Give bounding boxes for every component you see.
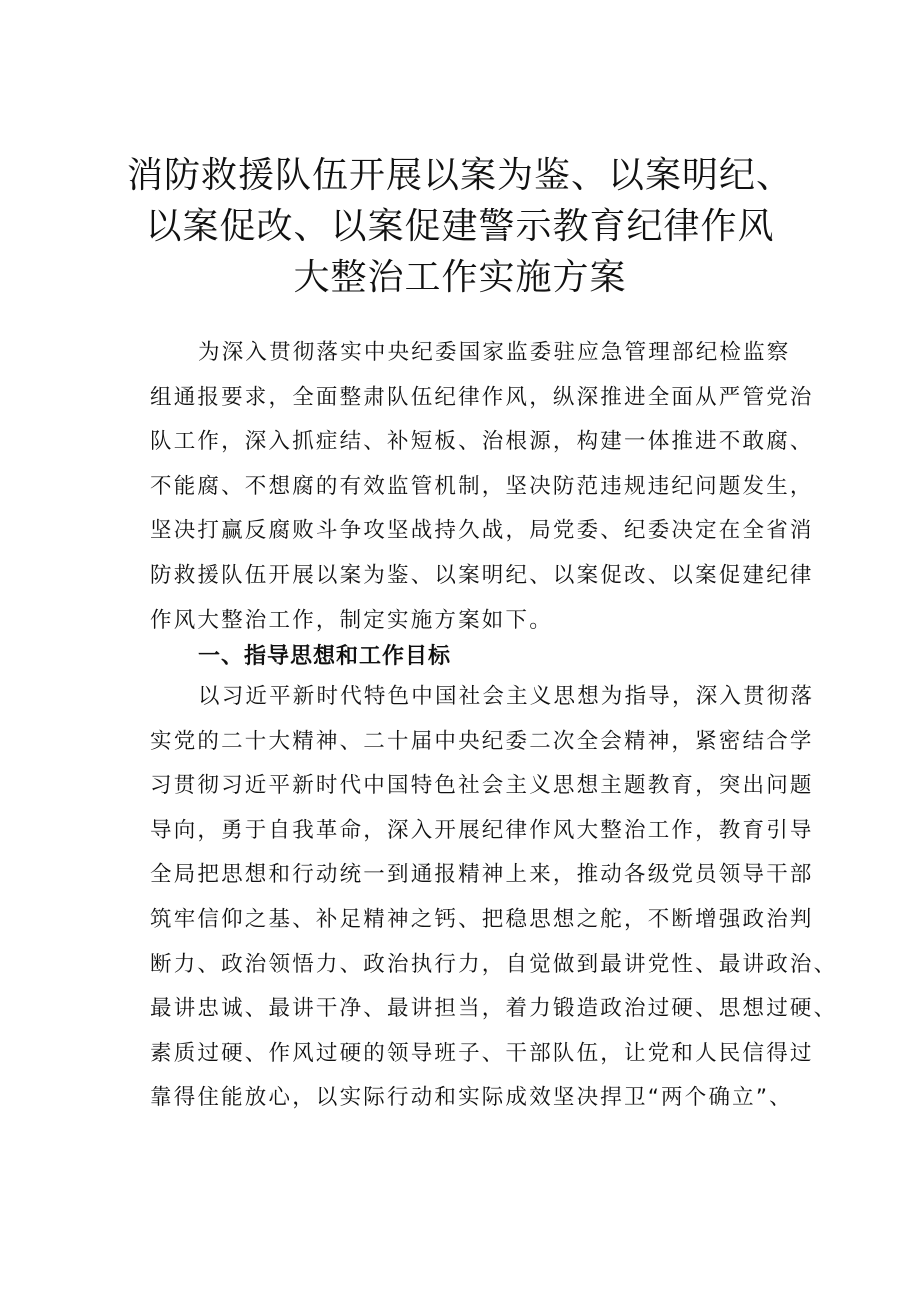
section-1-line-10: 靠得住能放心，以实际行动和实际成效坚决捍卫“两个确立”、 [150, 1085, 793, 1111]
section-1-paragraph [150, 675, 838, 1121]
section-1-heading: 一、指导思想和工作目标 [198, 644, 452, 669]
section-1-line-9: 素质过硬、作风过硬的领导班子、干部队伍，让党和人民信得过 [150, 1040, 814, 1066]
section-1-line-6: 筑牢信仰之基、补足精神之钙、把稳思想之舵，不断增强政治判 [150, 906, 814, 932]
intro-line-6: 防救援队伍开展以案为鉴、以案明纪、以案促改、以案促建纪律 [150, 562, 814, 588]
intro-line-5: 坚决打赢反腐败斗争攻坚战持久战，局党委、纪委决定在全省消 [150, 518, 814, 544]
section-1-line-7: 断力、政治领悟力、政治执行力，自觉做到最讲党性、最讲政治、 [150, 951, 838, 977]
intro-line-3: 队工作，深入抓症结、补短板、治根源，构建一体推进不敢腐、 [150, 429, 814, 455]
document-title [100, 150, 820, 303]
title-line-3: 大整治工作实施方案 [293, 257, 627, 298]
section-1-line-5: 全局把思想和行动统一到通报精神上来，推动各级党员领导干部 [150, 862, 814, 888]
intro-line-1: 为深入贯彻落实中央纪委国家监委驻应急管理部纪检监察 [198, 340, 791, 365]
section-1-line-3: 习贯彻习近平新时代中国特色社会主义思想主题教育，突出问题 [150, 773, 814, 799]
intro-line-2: 组通报要求，全面整肃队伍纪律作风，纵深推进全面从严管党治 [150, 384, 814, 410]
intro-paragraph [150, 331, 814, 643]
title-line-2: 以案促改、以案促建警示教育纪律作风 [145, 206, 775, 247]
section-1-line-1: 以习近平新时代特色中国社会主义思想为指导，深入贯彻落 [198, 684, 815, 709]
intro-line-7: 作风大整治工作，制定实施方案如下。 [150, 607, 553, 633]
section-1-line-4: 导向，勇于自我革命，深入开展纪律作风大整治工作，教育引导 [150, 817, 814, 843]
section-1-line-8: 最讲忠诚、最讲干净、最讲担当，着力锻造政治过硬、思想过硬、 [150, 996, 838, 1022]
intro-line-4: 不能腐、不想腐的有效监管机制，坚决防范违规违纪问题发生， [150, 473, 814, 499]
title-line-1: 消防救援队伍开展以案为鉴、以案明纪、 [126, 155, 793, 196]
section-1-line-2: 实党的二十大精神、二十届中央纪委二次全会精神，紧密结合学 [150, 728, 814, 754]
